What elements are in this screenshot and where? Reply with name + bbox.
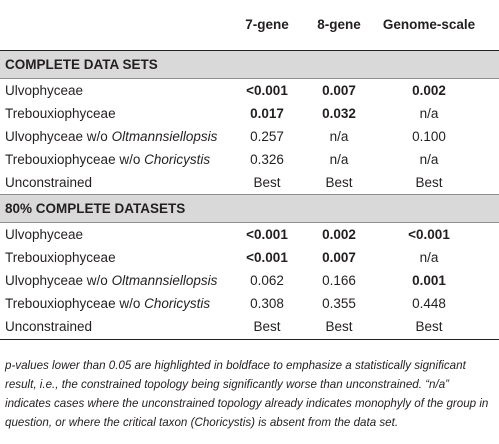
cell-7-gene: <0.001 bbox=[246, 227, 288, 242]
cell-genome-scale: 0.002 bbox=[412, 83, 446, 98]
cell-genome-scale: Best bbox=[415, 175, 443, 190]
cell-genome-scale: n/a bbox=[419, 152, 439, 167]
section-header-complete bbox=[0, 51, 499, 79]
cell-7-gene: 0.257 bbox=[250, 129, 284, 144]
table-row bbox=[0, 269, 499, 292]
section-title: 80% COMPLETE DATASETS bbox=[0, 195, 499, 223]
row-label: Ulvophyceae w/o Oltmannsiellopsis bbox=[5, 273, 218, 288]
cell-8-gene: 0.355 bbox=[322, 296, 356, 311]
cell-genome-scale: n/a bbox=[419, 250, 439, 265]
column-header-genome-scale: Genome-scale bbox=[369, 0, 499, 51]
table-row bbox=[0, 171, 499, 195]
cell-7-gene: 0.308 bbox=[250, 296, 284, 311]
cell-genome-scale: 0.100 bbox=[412, 129, 446, 144]
row-label: Trebouxiophyceae w/o Choricystis bbox=[5, 296, 211, 311]
table-row bbox=[0, 148, 499, 171]
row-label: Trebouxiophyceae bbox=[5, 250, 116, 265]
cell-8-gene: 0.166 bbox=[322, 273, 356, 288]
column-header-7-gene: 7-gene bbox=[219, 0, 309, 51]
table-row bbox=[0, 292, 499, 315]
cell-7-gene: 0.062 bbox=[250, 273, 284, 288]
column-header-8-gene: 8-gene bbox=[309, 0, 369, 51]
section-header-80-percent bbox=[0, 195, 499, 223]
cell-genome-scale: <0.001 bbox=[408, 227, 450, 242]
cell-8-gene: Best bbox=[309, 315, 369, 340]
table-footnote: p-values lower than 0.05 are highlighted in boldface to emphasize a statistically significant result, i.e., the constrained topology being significantly worse than unconstrained. “n/a” indicates cases where the unconstrained topology already indicates monophyly of the group in question, or where the critical taxon (Choricystis) is absent from the data set. bbox=[5, 359, 489, 429]
cell-8-gene: n/a bbox=[329, 129, 349, 144]
cell-7-gene: Best bbox=[219, 315, 309, 340]
row-label: Ulvophyceae bbox=[5, 83, 84, 98]
table-row bbox=[0, 246, 499, 269]
cell-genome-scale: n/a bbox=[419, 106, 439, 121]
row-label: Trebouxiophyceae bbox=[5, 106, 116, 121]
table-row bbox=[0, 315, 499, 340]
row-label: Unconstrained bbox=[5, 175, 93, 190]
cell-8-gene: 0.007 bbox=[322, 83, 356, 98]
table-row bbox=[0, 125, 499, 148]
cell-8-gene: Best bbox=[325, 175, 353, 190]
cell-7-gene: 0.017 bbox=[250, 106, 284, 121]
cell-7-gene: 0.326 bbox=[250, 152, 284, 167]
cell-8-gene: 0.007 bbox=[322, 250, 356, 265]
cell-7-gene: Best bbox=[253, 175, 281, 190]
row-label: Trebouxiophyceae w/o Choricystis bbox=[5, 152, 211, 167]
cell-7-gene: <0.001 bbox=[246, 83, 288, 98]
header-row bbox=[0, 0, 499, 51]
column-header-blank bbox=[0, 0, 219, 51]
row-label: Unconstrained bbox=[0, 315, 219, 340]
cell-genome-scale: 0.001 bbox=[412, 273, 446, 288]
table-row bbox=[0, 79, 499, 103]
table-row bbox=[0, 102, 499, 125]
cell-8-gene: n/a bbox=[329, 152, 349, 167]
row-label: Ulvophyceae bbox=[5, 227, 84, 242]
table-row bbox=[0, 223, 499, 247]
cell-genome-scale: 0.448 bbox=[412, 296, 446, 311]
cell-genome-scale: Best bbox=[369, 315, 499, 340]
row-label: Ulvophyceae w/o Oltmannsiellopsis bbox=[5, 129, 218, 144]
cell-8-gene: 0.032 bbox=[322, 106, 356, 121]
cell-8-gene: 0.002 bbox=[322, 227, 356, 242]
cell-7-gene: <0.001 bbox=[246, 250, 288, 265]
section-title: COMPLETE DATA SETS bbox=[0, 51, 499, 79]
